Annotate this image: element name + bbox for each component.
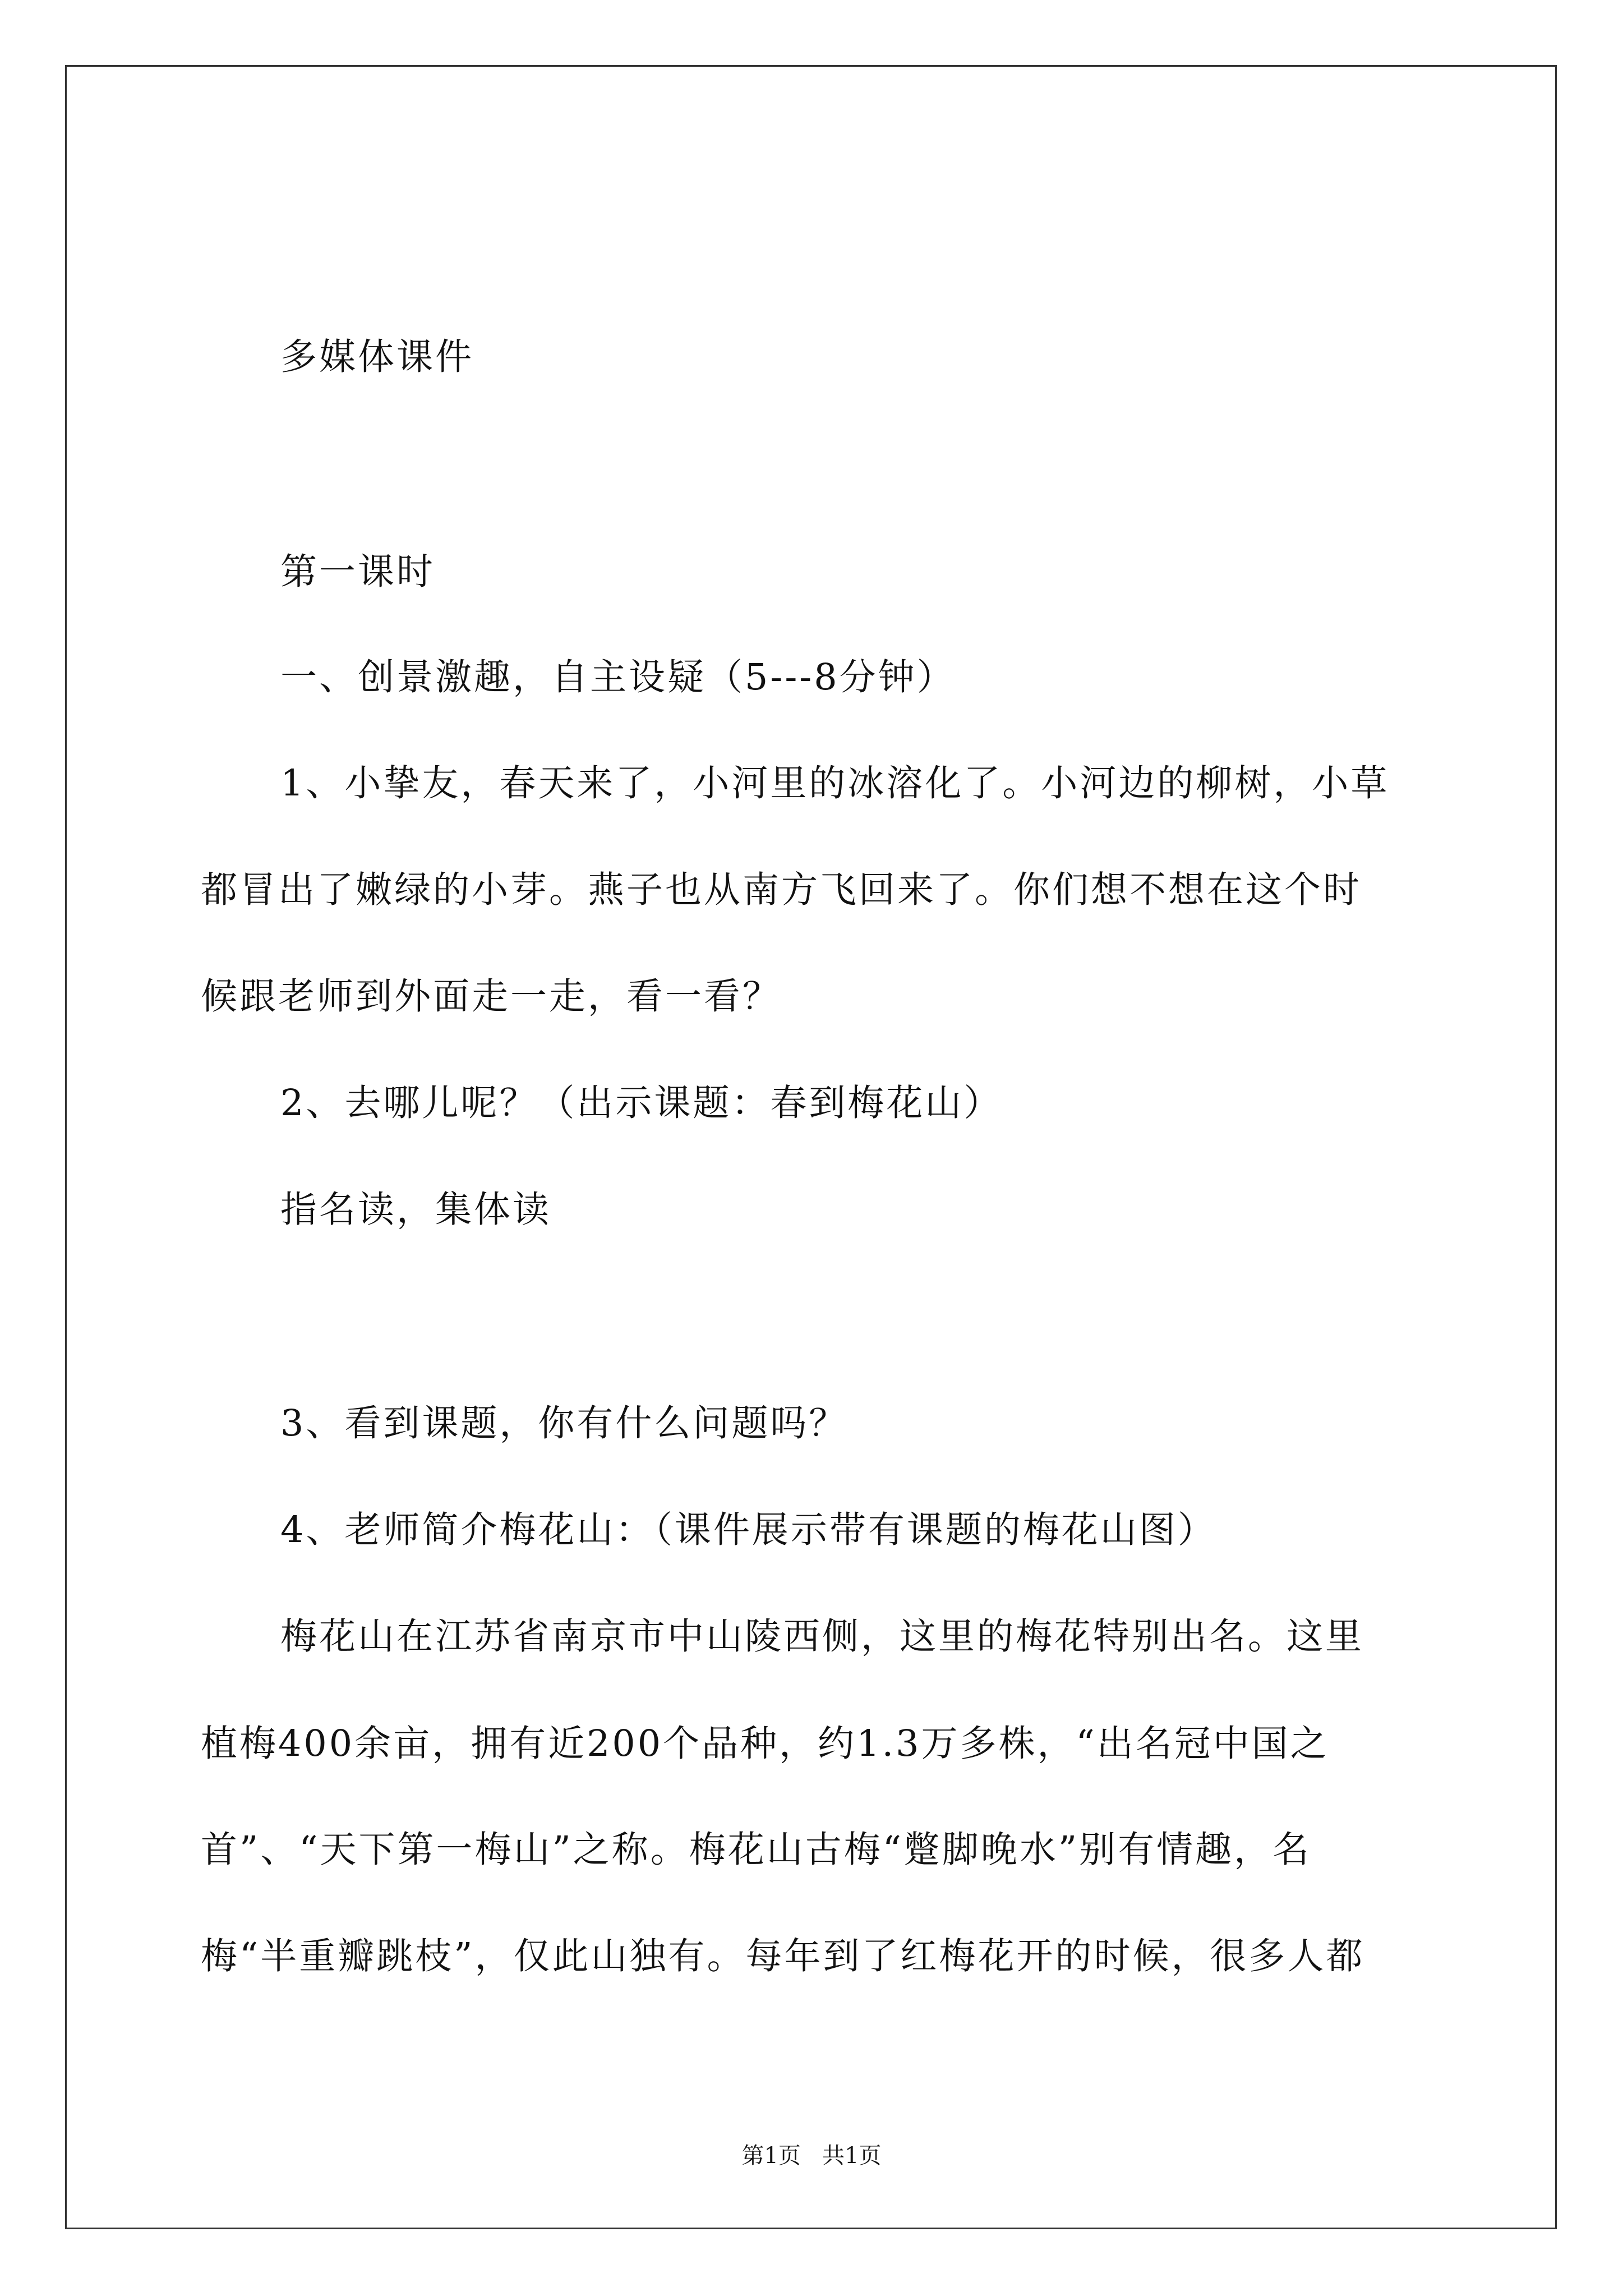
step-heading: 一、创景激趣，自主设疑（5---8分钟） (280, 656, 956, 698)
page-number-footer: 第1页 共1页 (741, 2143, 882, 2169)
lesson-heading: 第一课时 (280, 551, 436, 593)
paragraph-line: 植梅400余亩，拥有近200个品种，约1.3万多株，“出名冠中国之 (201, 1723, 1329, 1765)
paragraph-line: 候跟老师到外面走一走，看一看？ (201, 976, 782, 1018)
paragraph-line: 1、小挚友，春天来了，小河里的冰溶化了。小河边的柳树，小草 (280, 762, 1390, 804)
paragraph-line: 指名读，集体读 (280, 1189, 552, 1231)
paragraph-line: 梅花山在江苏省南京市中山陵西侧，这里的梅花特别出名。这里 (280, 1616, 1364, 1658)
paragraph-line: 梅“半重瓣跳枝”，仅此山独有。每年到了红梅花开的时候，很多人都 (201, 1935, 1365, 1977)
page-border (65, 65, 1557, 2229)
section-heading-materials: 多媒体课件 (280, 336, 474, 378)
paragraph-line: 3、看到课题，你有什么问题吗？ (280, 1402, 848, 1444)
paragraph-line: 4、老师简介梅花山：（课件展示带有课题的梅花山图） (280, 1509, 1216, 1551)
paragraph-line: 首”、“天下第一梅山”之称。梅花山古梅“蹩脚晚水”别有情趣，名 (201, 1829, 1312, 1871)
paragraph-line: 2、去哪儿呢？（出示课题：春到梅花山） (280, 1082, 1003, 1124)
paragraph-line: 都冒出了嫩绿的小芽。燕子也从南方飞回来了。你们想不想在这个时 (201, 869, 1362, 911)
